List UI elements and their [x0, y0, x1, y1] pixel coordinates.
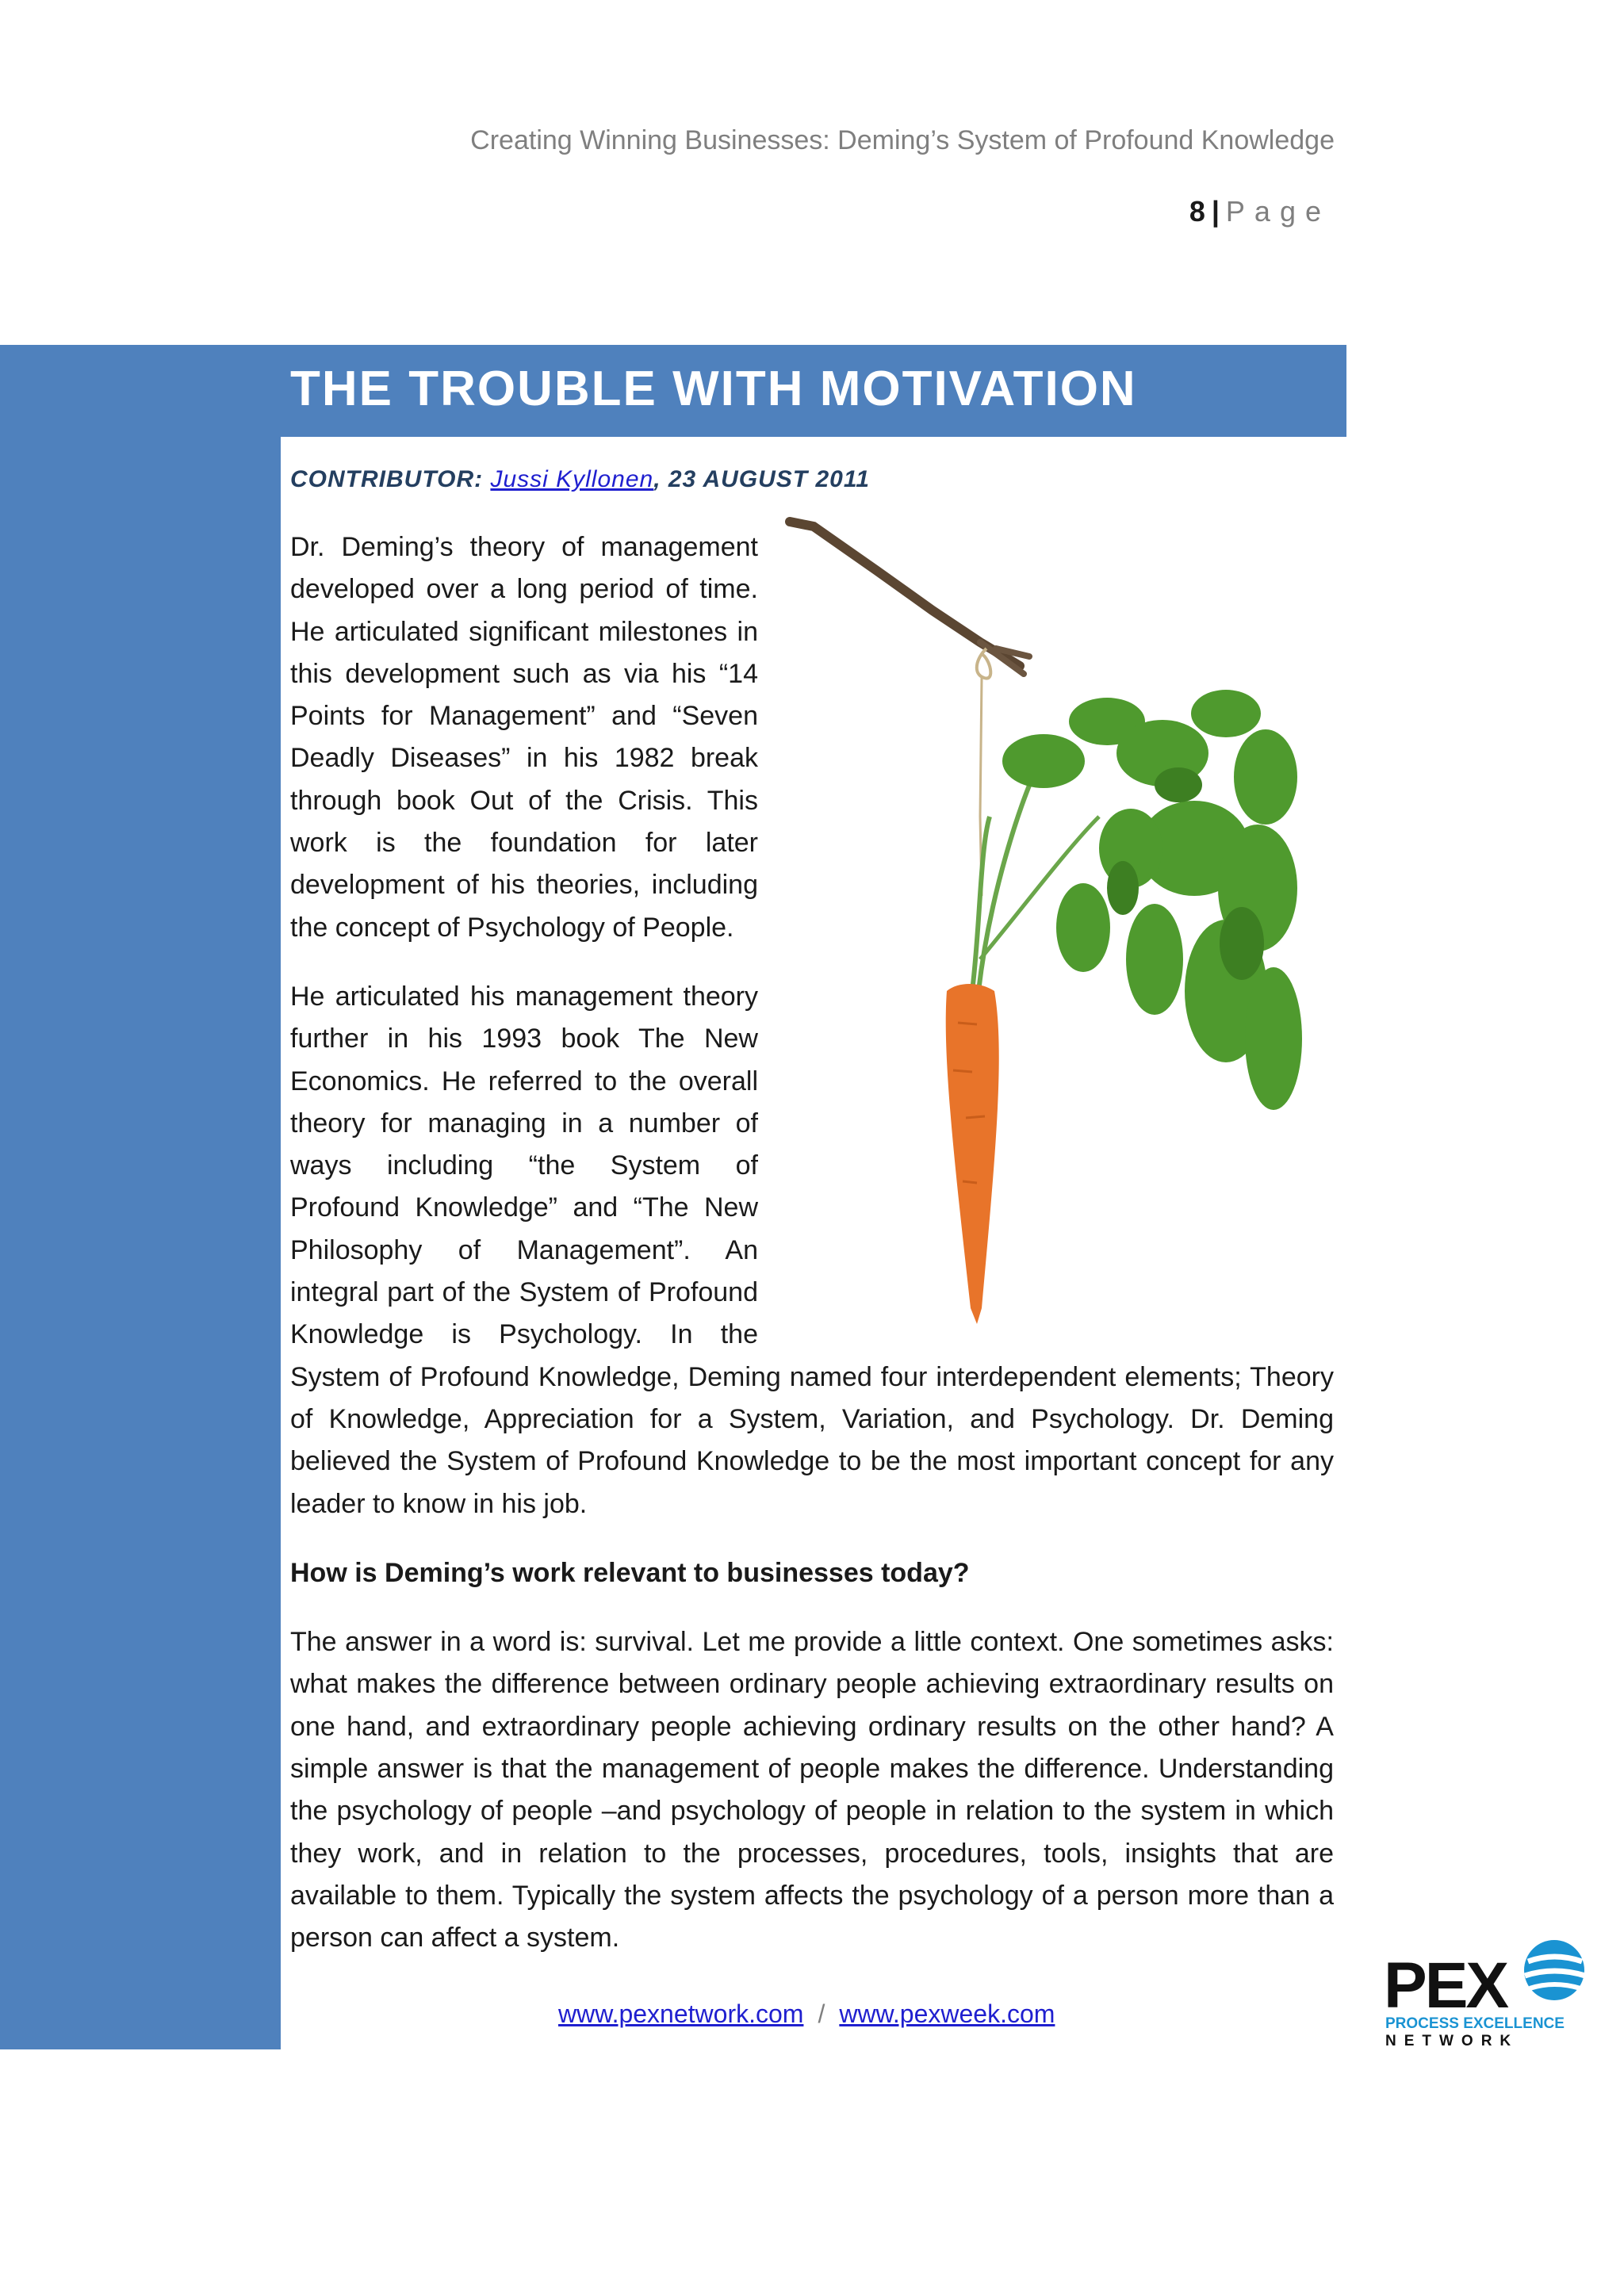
carrot-illustration [782, 515, 1334, 1356]
paragraph-3: The answer in a word is: survival. Let me provide a little context. One sometimes asks: what makes the difference between ordinary people achieving extraordinary results on one hand, and extraordinary people achieving ordinary results on the other hand? A simple answer is that the management of people makes the difference. Understanding the psychology of people –and psychology of people in relation to the system in which they work, and in relation to the processes, procedures, tools, insights that are available to them. Typically the system affects the psychology of a person more than a person can affect a system. [290, 1627, 1334, 1954]
page-number-separator: | [1211, 195, 1220, 228]
article-body [290, 526, 1334, 1987]
globe-icon [1519, 1934, 1590, 2006]
contributor-date: , 23 AUGUST 2011 [653, 466, 870, 492]
page-number [1189, 195, 1331, 228]
section-subheading: How is Deming’s work relevant to businesses today? [290, 1557, 970, 1588]
contributor-line [290, 466, 870, 493]
contributor-label: CONTRIBUTOR: [290, 466, 484, 492]
contributor-link[interactable]: Jussi Kyllonen [490, 466, 654, 492]
article-title: THE TROUBLE WITH MOTIVATION [290, 362, 1137, 416]
logo-line-2: NETWORK [1385, 2033, 1519, 2049]
logo-wordmark: PEX [1384, 1950, 1507, 2022]
pexnetwork-link[interactable]: www.pexnetwork.com [558, 1999, 804, 2028]
carrot-on-stick-image [782, 515, 1334, 1356]
paragraph-1: Dr. Deming’s theory of management developed over a long period of time. He articulated significant milestones in this development such as via his “14 Points for Management” and “Seven Deadly Diseases” in his 1982 break through book Out of the Crisis. This work is the foundation for later development of his theories, including the concept of Psychology of People. [290, 532, 758, 943]
page-number-value: 8 [1189, 195, 1205, 228]
title-banner [281, 345, 1346, 437]
pexweek-link[interactable]: www.pexweek.com [839, 1999, 1055, 2028]
page-label: Page [1225, 195, 1331, 228]
document-title: Creating Winning Businesses: Deming’s System of Profound Knowledge [470, 125, 1335, 155]
pex-logo [1384, 1934, 1590, 2053]
footer-links [558, 1999, 1055, 2029]
left-accent-bar [0, 345, 281, 2049]
footer-separator: / [818, 1999, 825, 2028]
logo-line-1: PROCESS EXCELLENCE [1385, 2015, 1565, 2032]
paragraph-2: He articulated his management theory further in his 1993 book The New Economics. He referred to the overall theory for managing in a number of ways including “the System of Profound Knowledge” and “The New Philosophy of Management”. An integral part of the System of Profound Knowledge is Psychology. In the System of Profound Knowledge, Deming named four interdependent elements; Theory of Knowledge, Appreciation for a System, Variation, and Psychology. Dr. Deming believed the System of Profound Knowledge to be the most important concept for any leader to know in his job. [290, 981, 1334, 1519]
